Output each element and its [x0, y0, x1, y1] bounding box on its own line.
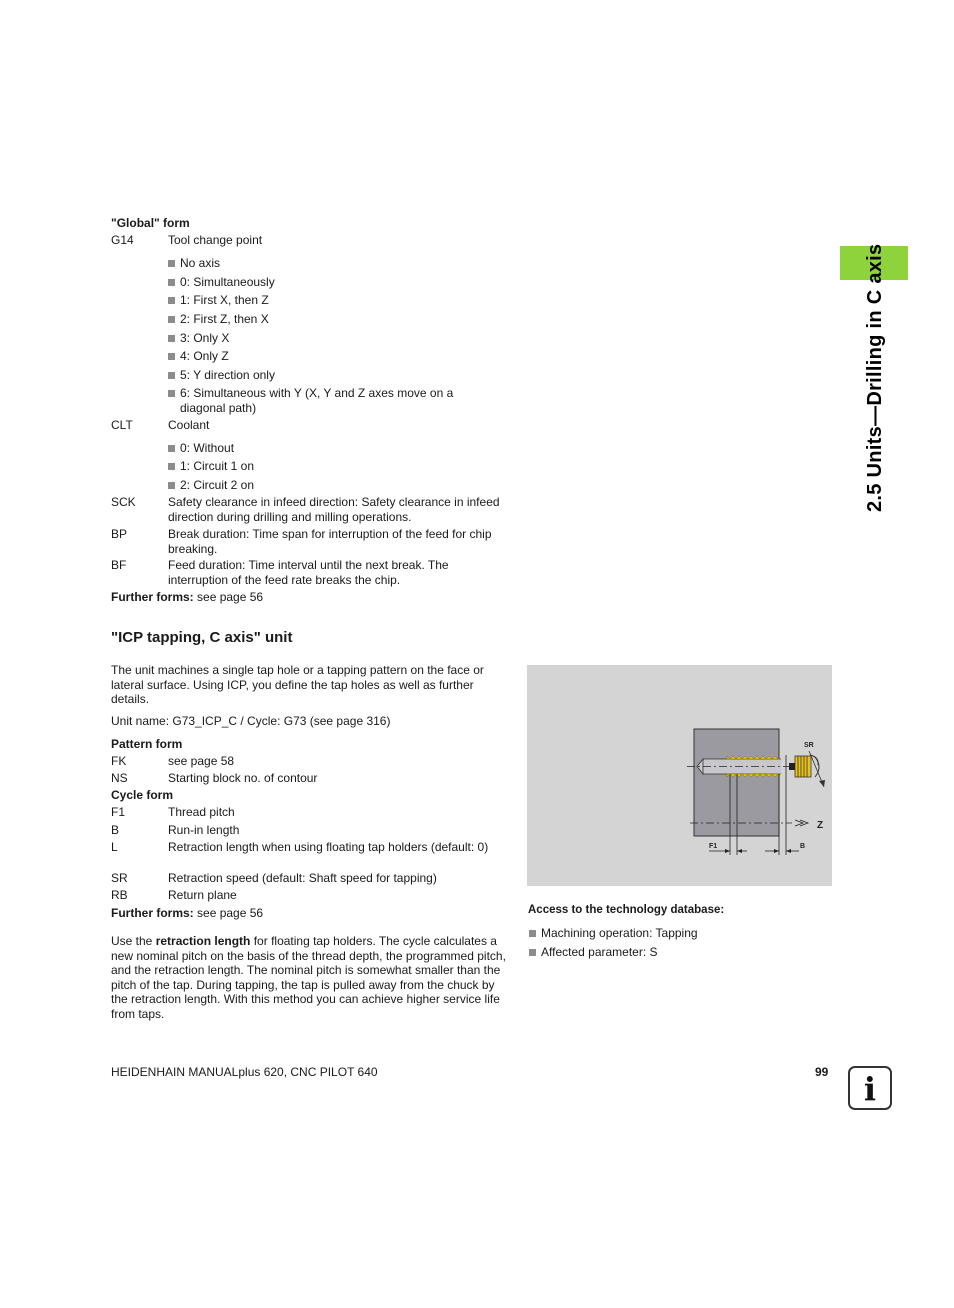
param-desc: Starting block no. of contour: [168, 771, 318, 785]
label-f1: F1: [709, 843, 718, 850]
bullet-square-icon: [168, 463, 175, 470]
bullet-square-icon: [168, 372, 175, 379]
info-icon: i: [848, 1066, 892, 1110]
bullet-square-icon: [168, 445, 175, 452]
bullet-square-icon: [529, 930, 536, 937]
list-item: 5: Y direction only: [168, 368, 510, 383]
retraction-note: Use the retraction length for floating tap holders. The cycle calculates a new nominal pitch on the basis of the thread depth, the programmed pitch, and the retraction length. The nominal pitch is somewhat smaller than the pitch of the tap. During tapping, the tap is pulled away from the chuck by the retraction length. With this method you can achieve higher service life from taps.: [111, 934, 506, 1021]
bullet-square-icon: [168, 335, 175, 342]
cycle-form-heading: Cycle form: [111, 788, 174, 802]
list-item: 0: Simultaneously: [168, 275, 510, 290]
param-desc: Thread pitch: [168, 805, 235, 819]
footer-title: HEIDENHAIN MANUALplus 620, CNC PILOT 640: [111, 1065, 378, 1079]
list-item: 1: Circuit 1 on: [168, 459, 510, 474]
param-code: FK: [111, 754, 127, 768]
global-form-heading: "Global" form: [111, 216, 190, 230]
param-desc: Retraction length when using floating tap holders (default: 0): [168, 840, 489, 854]
param-code: SCK: [111, 495, 136, 509]
list-item: 3: Only X: [168, 331, 510, 346]
bullet-square-icon: [168, 390, 175, 397]
param-desc: Safety clearance in infeed direction: Safety clearance in infeed direction during drilling and milling operations.: [168, 495, 500, 524]
list-item: 4: Only Z: [168, 349, 510, 364]
further-forms-global: Further forms: see page 56: [111, 590, 264, 604]
param-code: RB: [111, 888, 128, 902]
list-item: 2: First Z, then X: [168, 312, 510, 327]
list-item: 0: Without: [168, 441, 510, 456]
intro-paragraph: The unit machines a single tap hole or a tapping pattern on the face or lateral surface. Using ICP, you define the tap holes as well as further details.: [111, 663, 484, 706]
param-desc: Return plane: [168, 888, 237, 902]
bullet-square-icon: [168, 316, 175, 323]
list-item: 2: Circuit 2 on: [168, 478, 510, 493]
label-b: B: [800, 843, 806, 850]
param-code: BF: [111, 558, 127, 572]
param-desc: Break duration: Time span for interruption of the feed for chip breaking.: [168, 527, 492, 556]
param-desc: Feed duration: Time interval until the next break. The interruption of the feed rate breaks the chip.: [168, 558, 449, 587]
unit-name: Unit name: G73_ICP_C / Cycle: G73 (see page 316): [111, 714, 391, 728]
label-z: Z: [817, 820, 824, 831]
bullet-square-icon: [168, 353, 175, 360]
list-item: Affected parameter: S: [529, 945, 821, 960]
param-desc: Retraction speed (default: Shaft speed for tapping): [168, 871, 437, 885]
page-number: 99: [815, 1065, 829, 1079]
param-code: F1: [111, 805, 126, 819]
pattern-form-heading: Pattern form: [111, 737, 183, 751]
param-desc: Coolant: [168, 418, 210, 432]
section-title: "ICP tapping, C axis" unit: [111, 629, 293, 646]
list-item: 6: Simultaneous with Y (X, Y and Z axes move on a diagonal path): [168, 386, 480, 415]
param-code: G14: [111, 233, 134, 247]
list-item: No axis: [168, 256, 510, 271]
bullet-square-icon: [529, 949, 536, 956]
param-desc: Tool change point: [168, 233, 263, 247]
param-desc: Run-in length: [168, 823, 240, 837]
param-code: CLT: [111, 418, 133, 432]
list-item: Machining operation: Tapping: [529, 926, 821, 941]
param-code: SR: [111, 871, 128, 885]
chapter-title: 2.5 Units—Drilling in C axis: [864, 243, 886, 512]
list-item: 1: First X, then Z: [168, 293, 510, 308]
param-code: L: [111, 840, 118, 854]
bullet-square-icon: [168, 279, 175, 286]
tapping-illustration: [527, 665, 832, 886]
param-desc: see page 58: [168, 754, 235, 768]
param-code: B: [111, 823, 120, 837]
param-code: BP: [111, 527, 128, 541]
bullet-square-icon: [168, 260, 175, 267]
further-forms-unit: Further forms: see page 56: [111, 906, 264, 920]
bullet-square-icon: [168, 482, 175, 489]
bullet-square-icon: [168, 297, 175, 304]
param-code: NS: [111, 771, 128, 785]
tech-db-heading: Access to the technology database:: [528, 904, 725, 916]
label-sr: SR: [804, 742, 814, 749]
